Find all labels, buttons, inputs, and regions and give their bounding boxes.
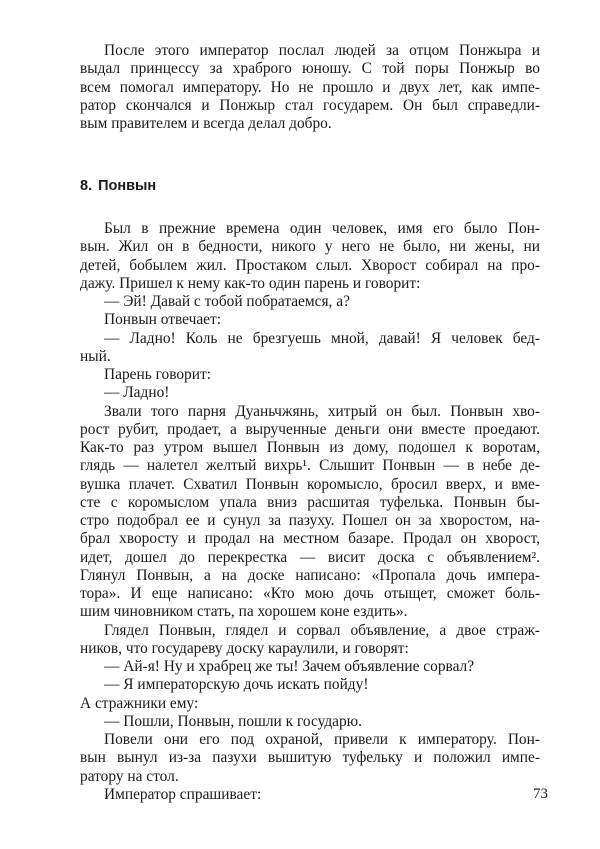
text-line: вушка плачет. Схватил Понвын коромысло, бросил вверх, и вме- [80,475,540,493]
text-line: вын. Жил он в бедности, никого у него не было, ни жены, ни [80,238,540,256]
text-line: — Ладно! Коль не брезгуешь мной, давай! Я человек бед- [104,329,540,347]
text-line: глядь — налетел желтый вихрь¹. Слышит Понвын — в небе де- [80,457,540,475]
text-line: выдал принцессу за храброго юношу. С той поры Понжыр во [80,60,540,78]
section-number: 8. [80,178,93,194]
text-line: — Ладно! [104,384,170,402]
text-line: Понвын отвечает: [104,311,221,329]
text-line: — Ай-я! Ну и храбрец же ты! Зачем объявление сорвал? [104,658,475,675]
text-line: Император спрашивает: [104,785,262,803]
text-line: ратору на стол. [80,767,179,785]
text-line: стро подобрал ее и сунул за пазуху. Пошел он за хворостом, на- [80,512,540,529]
text-line: Глянул Понвын, а на доске написано: «Пропала дочь импера- [80,566,540,584]
text-line: дажу. Пришел к нему как-то один парень и говорит: [80,274,421,292]
text-line: тора». И еще написано: «Кто мою дочь отыщет, сможет боль- [80,585,540,602]
text-line: Звали того парня Дуаньчжянь, хитрый он был. Понвын хво- [104,402,540,420]
text-line: Глядел Понвын, глядел и сорвал объявление, а двое страж- [104,621,540,639]
page-number: 73 [533,786,548,802]
text-line: Был в прежние времена один человек, имя его было Пон- [104,220,540,237]
story-text [80,220,540,804]
text-line: вын вынул из-за пазухи вышитую туфельку и положил импе- [80,749,540,767]
text-line: вым правителем и всегда делал добро. [80,115,332,132]
text-line: После этого император послал людей за отцом Понжыра и [104,42,540,59]
text-line: Повели они его под охраной, привели к императору. Пон- [104,731,540,748]
text-line: — Эй! Давай с тобой побратаемся, а? [104,293,350,310]
text-line: шим чиновником стать, па хорошем коне ездить». [80,603,408,621]
text-line: Как-то раз утром вышел Понвын из дому, подошел к воротам, [80,439,540,456]
text-line: идет, дошел до перекрестка — висит доска с объявлением². [80,548,540,566]
text-line: детей, бобылем жил. Простаком слыл. Хворост собирал на про- [80,256,540,274]
text-line: ный. [80,347,111,365]
text-line: всем помогал императору. Но не прошло и двух лет, как импе- [80,78,540,96]
section-heading [80,177,156,195]
text-line: ратор скончался и Понжыр стал государем. Он был справедли- [80,96,540,114]
intro-paragraph [80,42,540,133]
text-line: ников, что государеву доску караулили, и говорят: [80,639,409,657]
text-line: — Пошли, Понвын, пошли к государю. [104,712,363,730]
text-line: А стражники ему: [80,694,199,712]
text-line: брал хворосту и продал на местном базаре. Продал он хворост, [80,530,540,548]
text-line: сте с коромыслом упала вниз расшитая туфелька. Понвын бы- [80,493,540,511]
section-title: Понвын [98,178,157,194]
text-line: Парень говорит: [104,366,211,383]
text-line: рост рубит, продает, а вырученные деньги они вместе проедают. [80,420,540,438]
text-line: — Я императорскую дочь искать пойду! [104,676,369,694]
